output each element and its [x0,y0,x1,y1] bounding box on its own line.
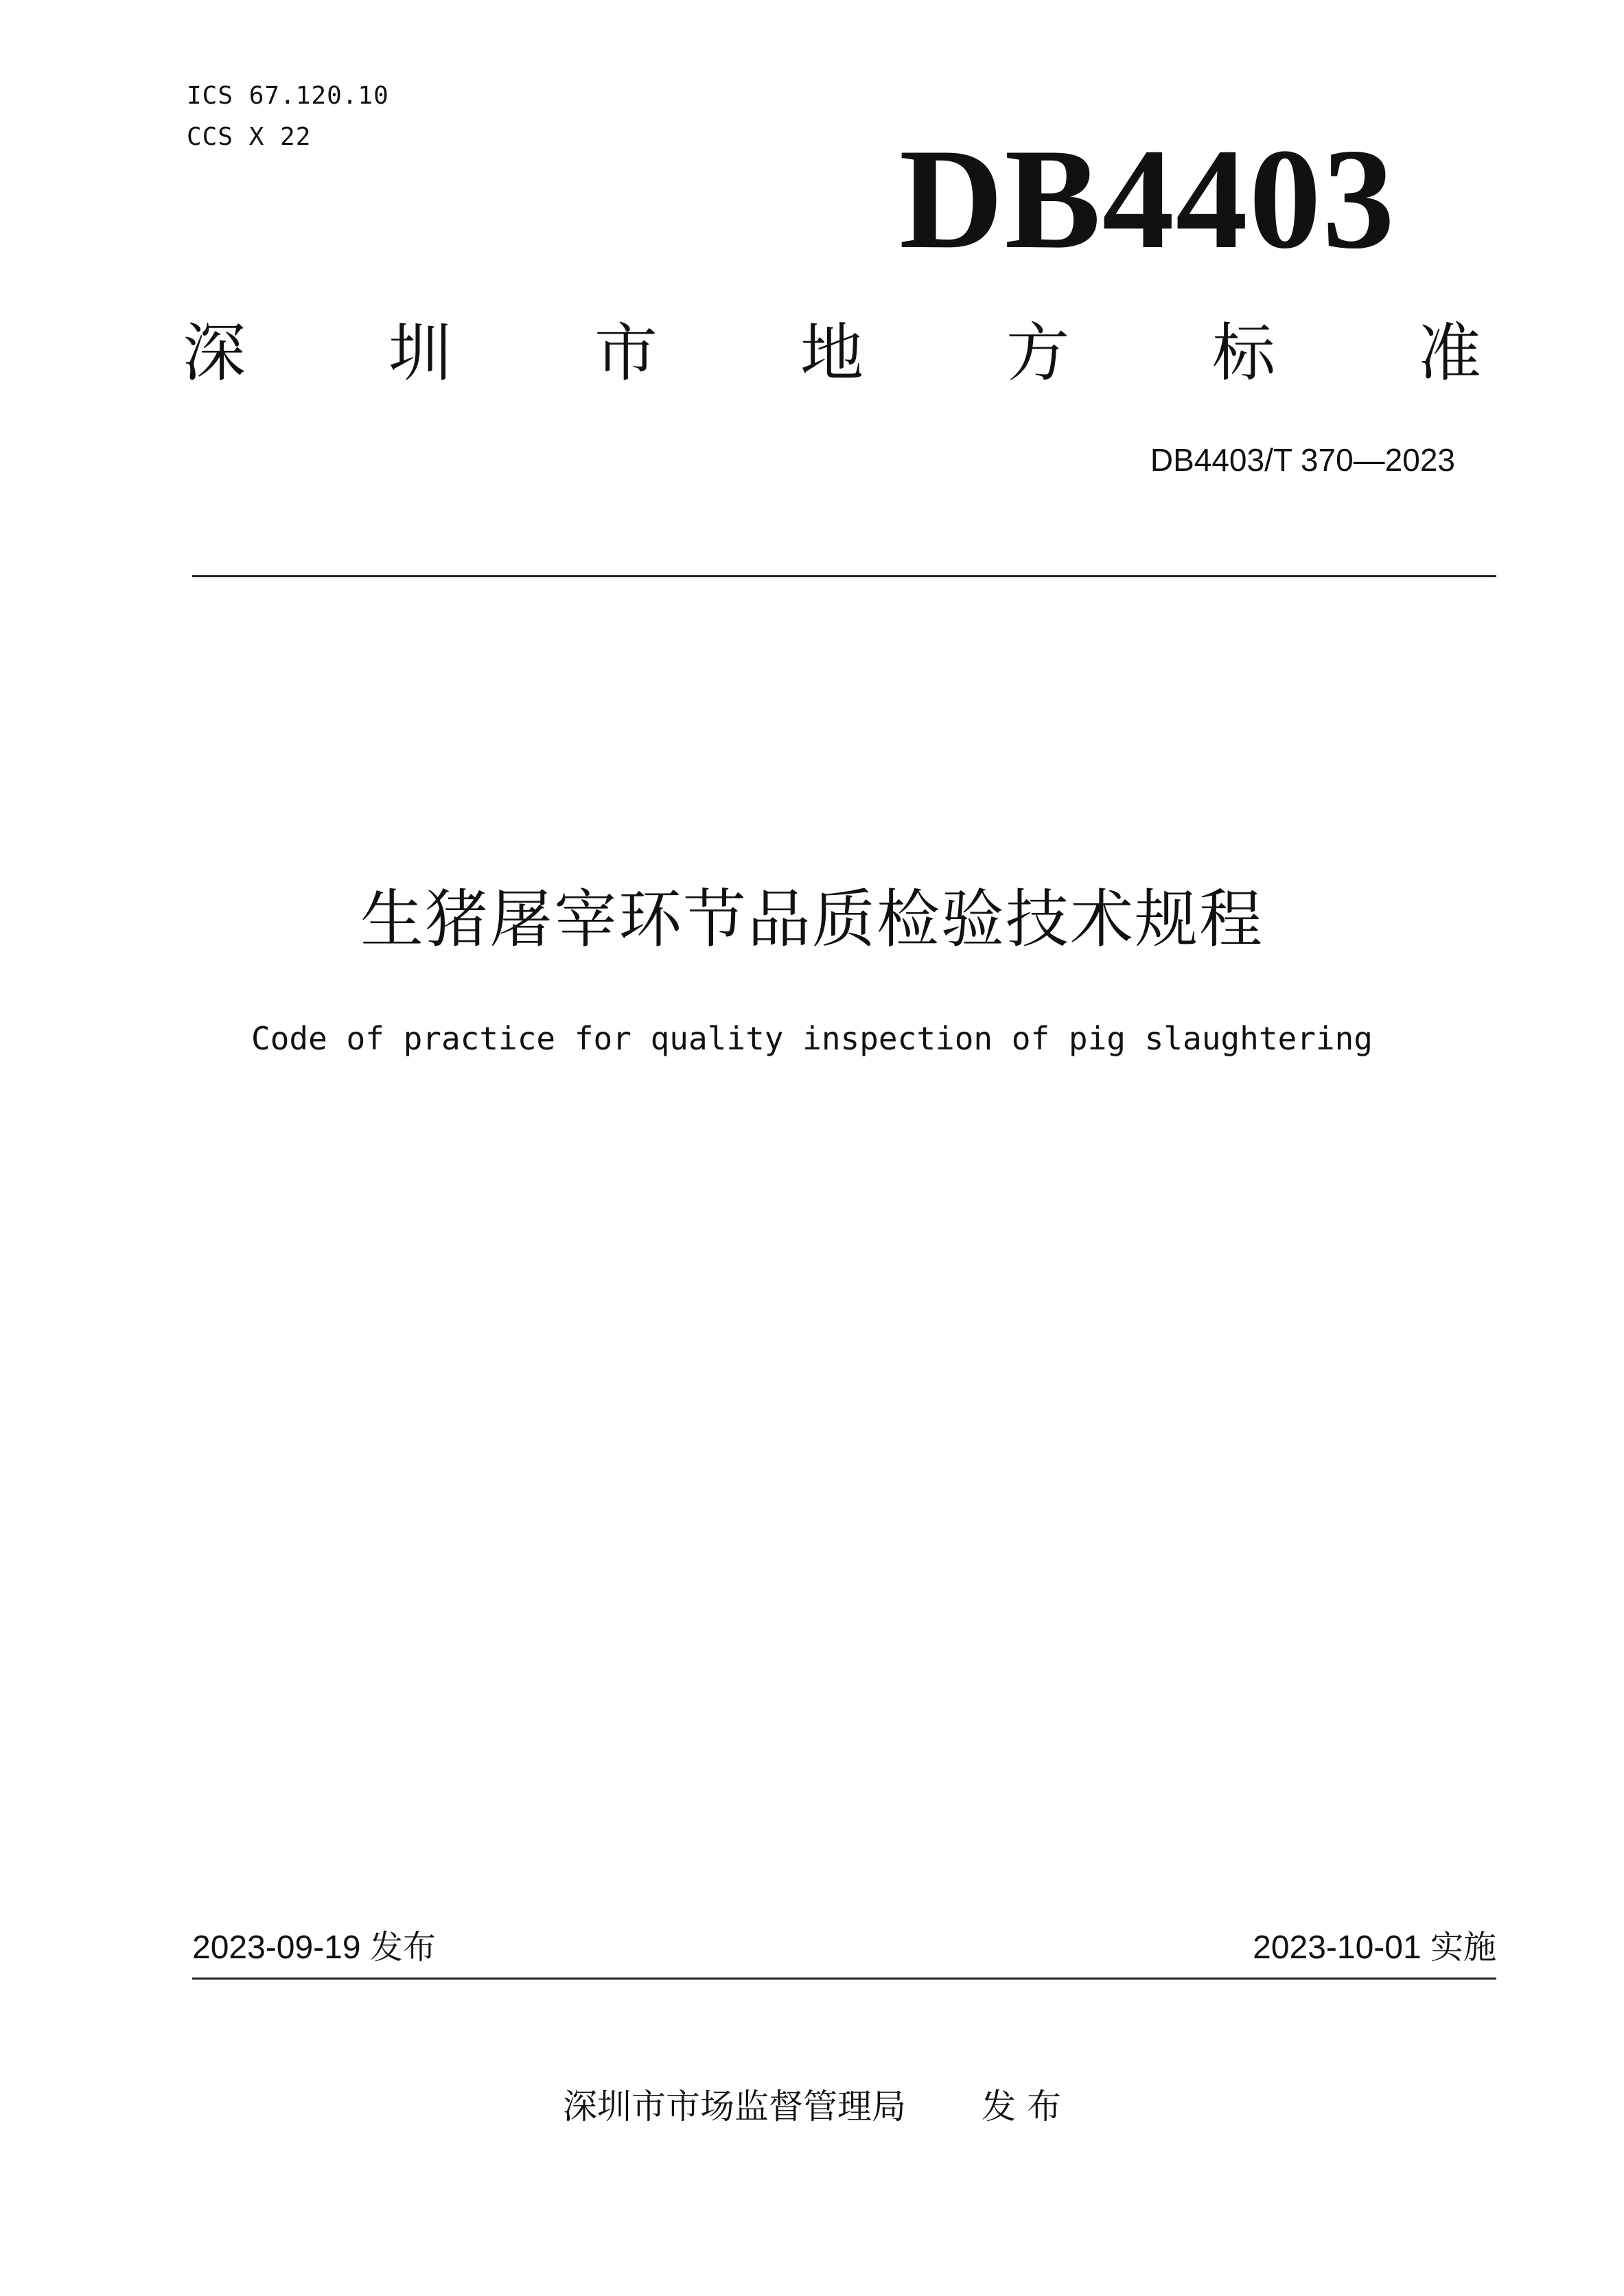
standard-type-char: 准 [1417,316,1481,390]
standard-type-char: 标 [1211,316,1275,390]
top-divider [192,575,1496,577]
document-title-english: Code of practice for quality inspection of pig slaughtering [251,1020,1373,1057]
issuer-line [0,2085,1624,2128]
standard-type-char: 地 [800,316,863,390]
standard-type-char: 市 [594,316,658,390]
standard-type-char: 深 [182,316,246,390]
issuer-action: 发 布 [982,2087,1061,2126]
standard-brand-mark: DB4403 [899,119,1396,279]
standard-type-char: 方 [1006,316,1069,390]
issuer-name: 深圳市市场监督管理局 [563,2087,907,2126]
effective-date: 2023-10-01 实施 [1253,1929,1496,1966]
ics-code: ICS 67.120.10 [187,82,389,110]
publish-date: 2023-09-19 发布 [192,1929,436,1966]
standard-type-heading [180,316,1484,391]
bottom-divider [192,1978,1496,1980]
standard-number: DB4403/T 370—2023 [1150,442,1455,478]
ccs-code: CCS X 22 [187,123,312,151]
standard-type-char: 圳 [388,316,452,390]
document-title-chinese: 生猪屠宰环节品质检验技术规程 [360,883,1264,956]
